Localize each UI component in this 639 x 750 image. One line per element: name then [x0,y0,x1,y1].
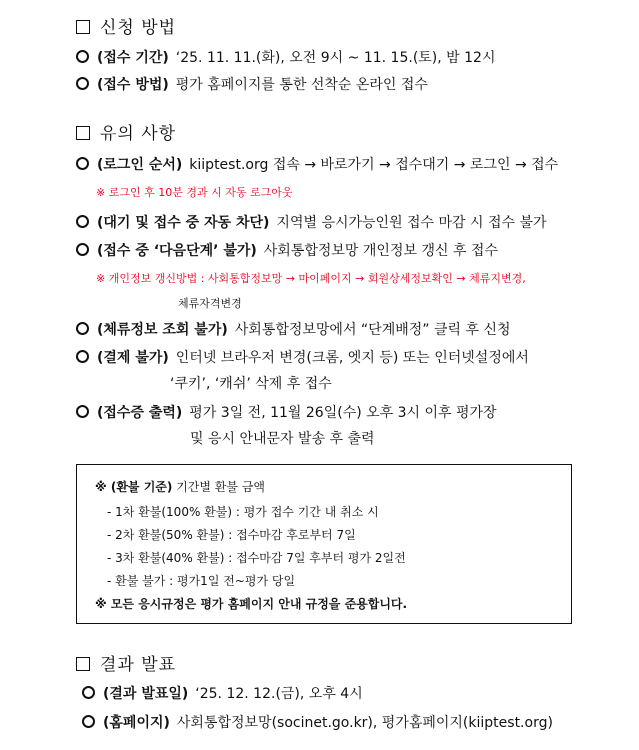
refund-title: ※ (환불 기준) 기간별 환불 금액 [95,480,265,494]
next-step-note-cont: 체류자격변경 [178,297,242,310]
payment-cont: ‘쿠키’, ‘캐쉬’ 삭제 후 접수 [170,376,332,392]
section-title-notice: 유의 사항 [76,126,176,143]
refund-item-4: - 환불 불가 : 평가1일 전~평가 당일 [107,574,296,588]
print-cont: 및 응시 안내문자 발송 후 출력 [190,431,375,447]
item-payment: (결제 불가) 인터넷 브라우저 변경(크롬, 엣지 등) 또는 인터넷설정에서 [76,350,529,365]
circle-bullet-icon [76,157,89,170]
item-stay-info: (체류정보 조회 불가) 사회통합정보망에서 “단계배정” 클릭 후 신청 [76,322,511,337]
item-wait-block: (대기 및 접수 중 자동 차단) 지역별 응시가능인원 접수 마감 시 접수 불가 [76,215,547,230]
item-apply-method: (접수 방법) 평가 홈페이지를 통한 선착순 온라인 접수 [76,77,428,92]
item-login-order: (로그인 순서) kiiptest.org 접속 → 바로가기 → 접수대기 → 로그인 → 접수 [76,157,558,172]
circle-bullet-icon [82,715,95,728]
refund-item-3: - 3차 환불(40% 환불) : 접수마감 7일 후부터 평가 2일전 [107,551,406,565]
circle-bullet-icon [82,686,95,699]
circle-bullet-icon [76,243,89,256]
refund-footer: ※ 모든 응시규정은 평가 홈페이지 안내 규정을 준용합니다. [95,597,408,611]
item-result-homepage: (홈페이지) 사회통합정보망(socinet.go.kr), 평가홈페이지(kiiptest.org) [82,715,553,730]
next-step-note: ※ 개인정보 갱신방법 : 사회통합정보망 → 마이페이지 → 회원상세정보확인 → 체류지변경, [96,272,526,285]
circle-bullet-icon [76,322,89,335]
checkbox-square-icon [76,20,90,34]
item-print: (접수증 출력) 평가 3일 전, 11월 26일(수) 오후 3시 이후 평가장 [76,405,497,420]
circle-bullet-icon [76,405,89,418]
checkbox-square-icon [76,657,90,671]
circle-bullet-icon [76,77,89,90]
item-apply-period: (접수 기간) ‘25. 11. 11.(화), 오전 9시 ~ 11. 15.(토), 밤 12시 [76,50,495,65]
section-title-result: 결과 발표 [76,657,176,674]
circle-bullet-icon [76,215,89,228]
refund-item-2: - 2차 환불(50% 환불) : 접수마감 후로부터 7일 [107,528,356,542]
checkbox-square-icon [76,126,90,140]
refund-item-1: - 1차 환불(100% 환불) : 평가 접수 기간 내 취소 시 [107,505,379,519]
refund-box [76,464,572,624]
login-note: ※ 로그인 후 10분 경과 시 자동 로그아웃 [96,186,293,199]
circle-bullet-icon [76,350,89,363]
item-next-step: (접수 중 ‘다음단계’ 불가) 사회통합정보망 개인정보 갱신 후 접수 [76,243,498,258]
item-result-date: (결과 발표일) ‘25. 12. 12.(금), 오후 4시 [82,686,363,701]
section-title-apply: 신청 방법 [76,20,176,37]
circle-bullet-icon [76,50,89,63]
